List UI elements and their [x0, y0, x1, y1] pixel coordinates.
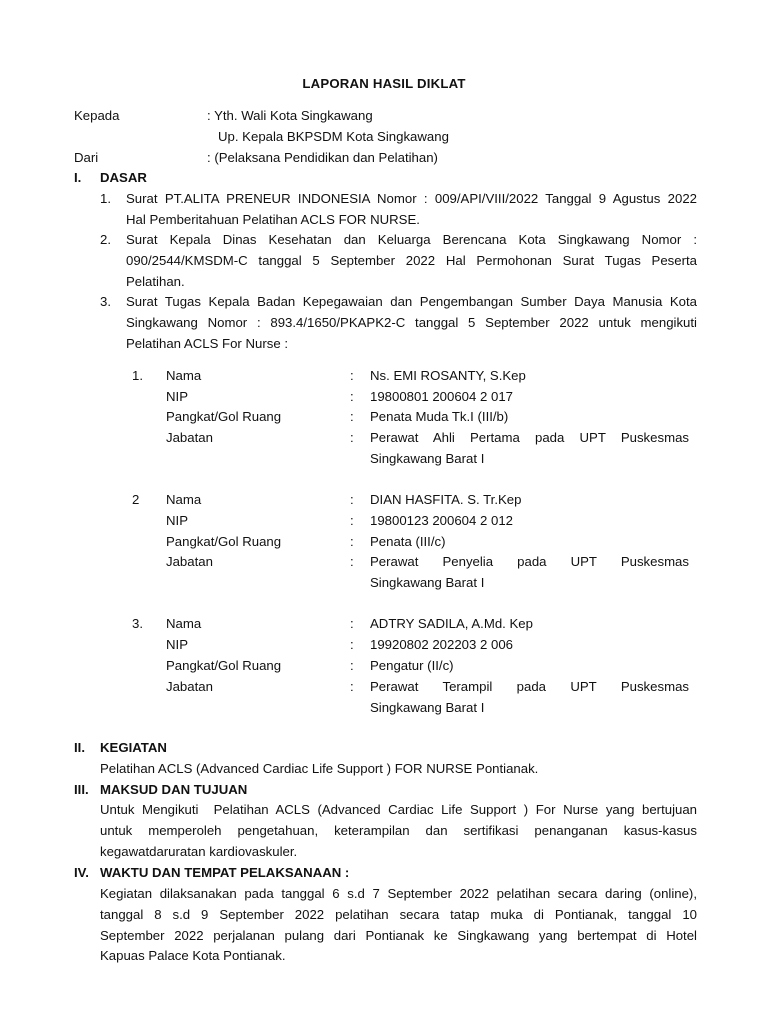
- dasar-item-text: Singkawang Nomor : 893.4/1650/PKAPK2-C tanggal 5 September 2022 untuk mengikuti: [126, 315, 697, 330]
- colon: :: [350, 534, 354, 549]
- dari-label: Dari: [74, 150, 99, 165]
- dasar-item-text: Surat Tugas Kepala Badan Kepegawaian dan Pengembangan Sumber Daya Manusia Kota: [126, 294, 697, 309]
- participant-jabatan-cont: Singkawang Barat I: [370, 700, 485, 715]
- section-number: II.: [74, 740, 85, 755]
- participant-pangkat: Pengatur (II/c): [370, 658, 454, 673]
- pangkat-label: Pangkat/Gol Ruang: [166, 658, 282, 673]
- kepada-attention: Up. Kepala BKPSDM Kota Singkawang: [218, 129, 449, 144]
- dasar-item-text: Pelatihan.: [126, 274, 185, 289]
- document-title: LAPORAN HASIL DIKLAT: [302, 76, 466, 91]
- section-heading-dasar: DASAR: [100, 170, 147, 185]
- participant-pangkat: Penata (III/c): [370, 534, 446, 549]
- pangkat-label: Pangkat/Gol Ruang: [166, 534, 282, 549]
- section-number: IV.: [74, 865, 89, 880]
- participant-jabatan: Perawat Ahli Pertama pada UPT Puskesmas: [370, 430, 689, 445]
- colon: :: [350, 492, 354, 507]
- colon: :: [350, 409, 354, 424]
- colon: :: [350, 679, 354, 694]
- participant-jabatan-cont: Singkawang Barat I: [370, 575, 485, 590]
- nip-label: NIP: [166, 389, 188, 404]
- dasar-item-text: 090/2544/KMSDM-C tanggal 5 September 2022 Hal Permohonan Surat Tugas Peserta: [126, 253, 697, 268]
- dari-value: : (Pelaksana Pendidikan dan Pelatihan): [207, 150, 438, 165]
- dasar-item-text: Surat PT.ALITA PRENEUR INDONESIA Nomor : 009/API/VIII/2022 Tanggal 9 Agustus 2022: [126, 191, 697, 206]
- colon: :: [350, 389, 354, 404]
- dasar-item-text: Pelatihan ACLS For Nurse :: [126, 336, 288, 351]
- list-number: 1.: [100, 191, 111, 206]
- participant-nama: ADTRY SADILA, A.Md. Kep: [370, 616, 533, 631]
- maksud-text: Untuk Mengikuti Pelatihan ACLS (Advanced Cardiac Life Support ) For Nurse yang bertujuan: [100, 802, 697, 817]
- kegiatan-text: Pelatihan ACLS (Advanced Cardiac Life Support ) FOR NURSE Pontianak.: [100, 761, 539, 776]
- section-heading-waktu: WAKTU DAN TEMPAT PELAKSANAAN :: [100, 865, 350, 880]
- participant-nip: 19800801 200604 2 017: [370, 389, 514, 404]
- section-number: III.: [74, 782, 89, 797]
- jabatan-label: Jabatan: [166, 679, 213, 694]
- waktu-text: tanggal 8 s.d 9 September 2022 pelatihan secara tatap muka di Pontianak, tanggal 10: [100, 907, 697, 922]
- colon: :: [350, 554, 354, 569]
- colon: :: [350, 513, 354, 528]
- list-number: 3.: [100, 294, 111, 309]
- dasar-item-text: Hal Pemberitahuan Pelatihan ACLS FOR NURSE.: [126, 212, 420, 227]
- participant-number: 3.: [132, 616, 143, 631]
- nip-label: NIP: [166, 637, 188, 652]
- participant-nama: DIAN HASFITA. S. Tr.Kep: [370, 492, 522, 507]
- participant-jabatan-cont: Singkawang Barat I: [370, 451, 485, 466]
- waktu-text: Kegiatan dilaksanakan pada tanggal 6 s.d 7 September 2022 pelatihan secara daring (online),: [100, 886, 697, 901]
- participant-nip: 19920802 202203 2 006: [370, 637, 514, 652]
- waktu-text: September 2022 perjalanan pulang dari Pontianak ke Singkawang yang bertempat di Hotel: [100, 928, 697, 943]
- section-heading-kegiatan: KEGIATAN: [100, 740, 167, 755]
- participant-nama: Ns. EMI ROSANTY, S.Kep: [370, 368, 526, 383]
- pangkat-label: Pangkat/Gol Ruang: [166, 409, 282, 424]
- colon: :: [350, 637, 354, 652]
- participant-number: 2: [132, 492, 140, 507]
- nama-label: Nama: [166, 616, 202, 631]
- participant-jabatan: Perawat Penyelia pada UPT Puskesmas: [370, 554, 689, 569]
- colon: :: [350, 658, 354, 673]
- participant-pangkat: Penata Muda Tk.I (III/b): [370, 409, 509, 424]
- participant-nip: 19800123 200604 2 012: [370, 513, 514, 528]
- colon: :: [350, 616, 354, 631]
- participant-jabatan: Perawat Terampil pada UPT Puskesmas: [370, 679, 689, 694]
- kepada-recipient: : Yth. Wali Kota Singkawang: [207, 108, 373, 123]
- nip-label: NIP: [166, 513, 188, 528]
- maksud-text: kegawatdaruratan kardiovaskuler.: [100, 844, 298, 859]
- section-number: I.: [74, 170, 82, 185]
- colon: :: [350, 368, 354, 383]
- kepada-label: Kepada: [74, 108, 120, 123]
- participant-number: 1.: [132, 368, 143, 383]
- list-number: 2.: [100, 232, 111, 247]
- jabatan-label: Jabatan: [166, 554, 213, 569]
- nama-label: Nama: [166, 368, 202, 383]
- colon: :: [350, 430, 354, 445]
- waktu-text: Kapuas Palace Kota Pontianak.: [100, 948, 286, 963]
- jabatan-label: Jabatan: [166, 430, 213, 445]
- nama-label: Nama: [166, 492, 202, 507]
- maksud-text: untuk memperoleh pengetahuan, keterampilan dan sertifikasi penanganan kasus-kasus: [100, 823, 697, 838]
- dasar-item-text: Surat Kepala Dinas Kesehatan dan Keluarga Berencana Kota Singkawang Nomor :: [126, 232, 697, 247]
- section-heading-maksud: MAKSUD DAN TUJUAN: [100, 782, 248, 797]
